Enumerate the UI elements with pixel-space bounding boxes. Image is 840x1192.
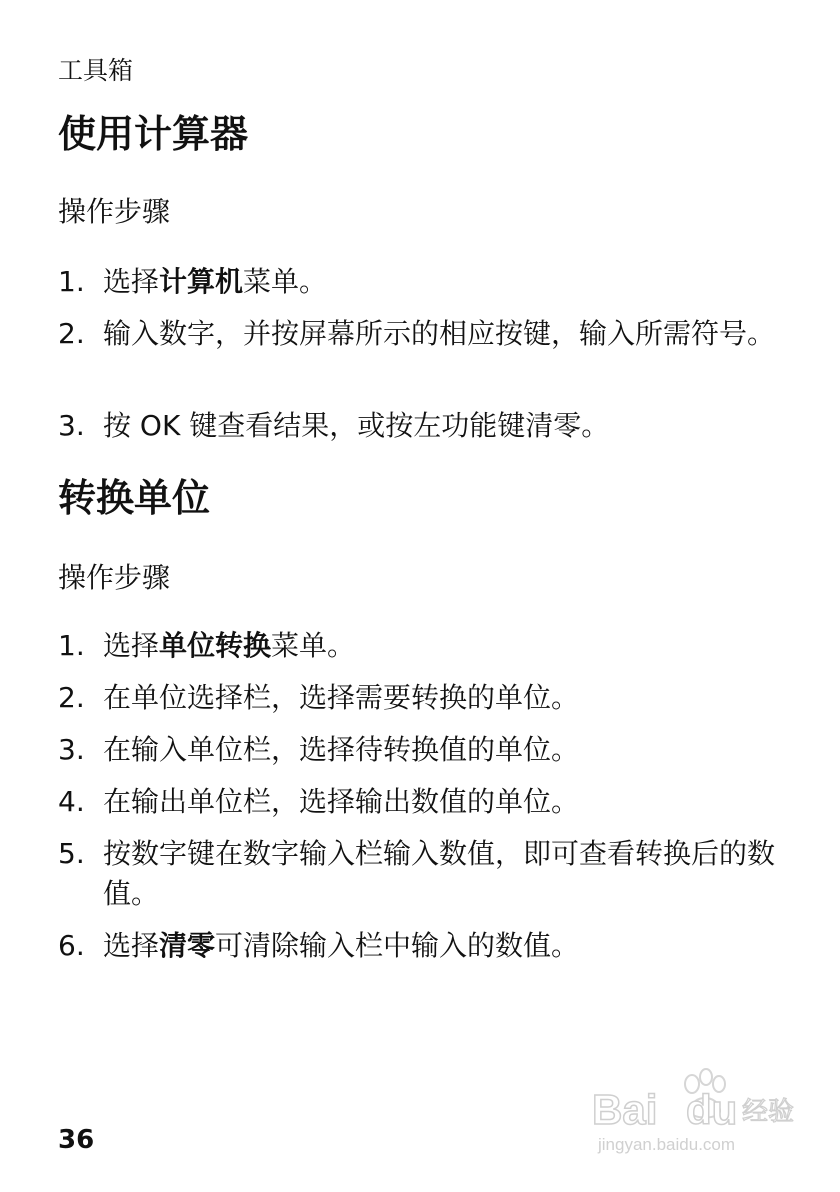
step-text: 选择清零可清除输入栏中输入的数值。 (103, 929, 580, 962)
list-item (58, 678, 788, 718)
step-text: 在输入单位栏，选择待转换值的单位。 (103, 733, 580, 766)
step-number: 6. (58, 929, 85, 962)
step-number: 2. (58, 681, 85, 714)
step-number: 1. (58, 629, 85, 662)
svg-text:经验: 经验 (742, 1097, 795, 1127)
list-item (58, 926, 788, 966)
step-number: 3. (58, 409, 85, 442)
svg-text:jingyan.baidu.com: jingyan.baidu.com (598, 1135, 736, 1154)
running-header: 工具箱 (58, 56, 134, 85)
list-item (58, 626, 788, 666)
step-text: 在单位选择栏，选择需要转换的单位。 (103, 681, 580, 714)
list-item (58, 262, 788, 302)
steps-heading: 操作步骤 (58, 561, 171, 594)
step-text: 按数字键在数字输入栏输入数值，即可查看转换后的数值。 (103, 837, 776, 910)
baidu-watermark-logo (592, 1062, 796, 1162)
step-text: 按 OK 键查看结果，或按左功能键清零。 (103, 409, 610, 442)
step-number: 5. (58, 837, 85, 870)
step-text: 选择计算机菜单。 (103, 265, 328, 298)
svg-text:Bai: Bai (592, 1086, 658, 1133)
steps-heading: 操作步骤 (58, 195, 171, 228)
list-item (58, 834, 788, 914)
svg-text:du: du (686, 1086, 738, 1133)
step-text: 选择单位转换菜单。 (103, 629, 356, 662)
section-title-unit-conversion: 转换单位 (58, 476, 211, 520)
list-item (58, 782, 788, 822)
step-number: 2. (58, 317, 85, 350)
list-item (58, 314, 788, 354)
step-text: 输入数字，并按屏幕所示的相应按键，输入所需符号。 (103, 317, 776, 350)
section-title-calculator: 使用计算器 (58, 112, 249, 156)
step-text: 在输出单位栏，选择输出数值的单位。 (103, 785, 580, 818)
list-item (58, 730, 788, 770)
step-number: 1. (58, 265, 85, 298)
step-number: 4. (58, 785, 85, 818)
page-number: 36 (58, 1125, 95, 1155)
step-number: 3. (58, 733, 85, 766)
list-item (58, 406, 788, 446)
